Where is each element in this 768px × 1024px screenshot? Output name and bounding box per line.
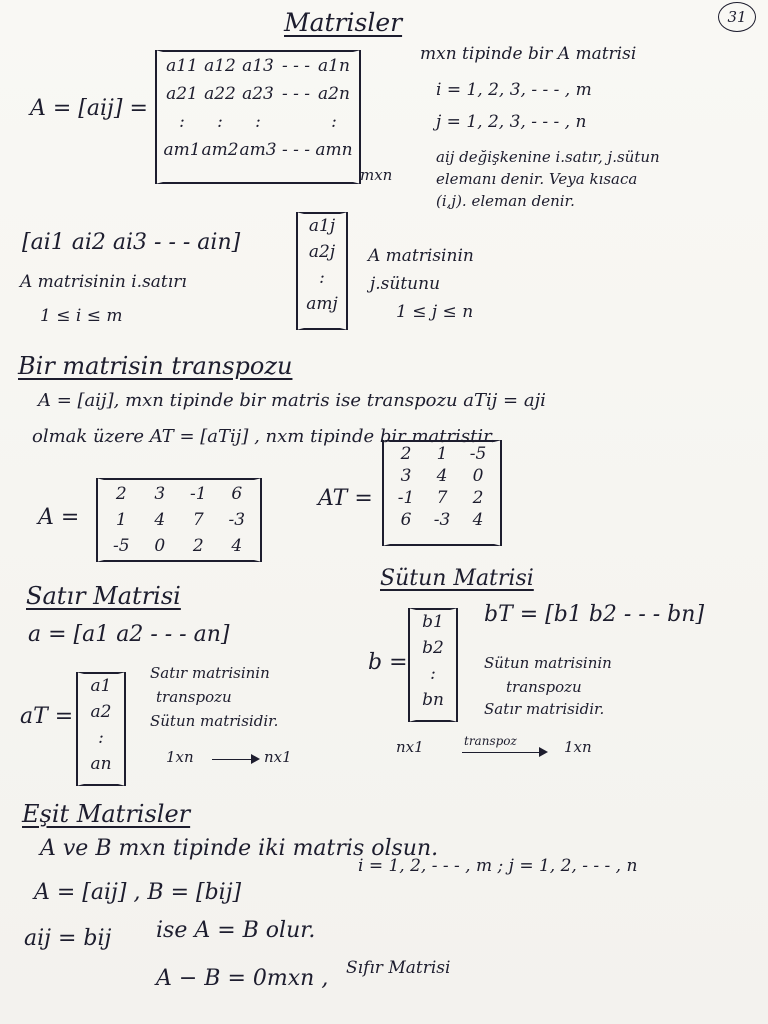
matrix-a-entry: 1 xyxy=(115,510,127,530)
esit-heading: Eşit Matrisler xyxy=(22,800,191,828)
matrix-a-entry: -5 xyxy=(112,536,130,556)
satir-arrow xyxy=(212,759,258,760)
matrix-at-label: AT = xyxy=(318,486,373,511)
definition-note-3: j = 1, 2, 3, - - - , n xyxy=(436,112,587,132)
matrix-a-entry: 7 xyxy=(192,510,204,530)
matrix-at-entry: -3 xyxy=(433,510,451,530)
transpose-heading: Bir matrisin transpozu xyxy=(18,352,293,380)
column-entry: a2j xyxy=(308,242,336,262)
matrix-a-label: A = xyxy=(38,505,80,530)
definition-note-4: aij değişkenine i.satır, j.sütun xyxy=(436,148,660,166)
esit-line-4-note: Sıfır Matrisi xyxy=(346,958,451,978)
row-transpose-entry: : xyxy=(98,728,104,748)
matrix-entry: : xyxy=(217,112,223,132)
matrix-a-entry: 2 xyxy=(115,484,127,504)
sutun-dims-right: 1xn xyxy=(564,738,592,756)
matrix-entry: : xyxy=(179,112,185,132)
satir-note-2: transpozu xyxy=(156,688,232,706)
satir-note-3: Sütun matrisidir. xyxy=(150,712,279,730)
satir-heading: Satır Matrisi xyxy=(26,582,181,610)
esit-line-3b: ise A = B olur. xyxy=(156,918,316,943)
matrix-at-entry: 2 xyxy=(400,444,412,464)
satir-dims-left: 1xn xyxy=(166,748,194,766)
matrix-a-entry: 4 xyxy=(231,536,243,556)
matrix-entry xyxy=(277,112,315,132)
matrix-entry: a11 xyxy=(166,56,198,76)
row-caption: A matrisinin i.satırı xyxy=(20,272,187,292)
esit-line-2: A = [aij] , B = [bij] xyxy=(34,880,242,905)
transpose-line-2: olmak üzere AT = [aTij] , nxm tipinde bir matristir. xyxy=(32,426,496,447)
esit-line-3a: aij = bij xyxy=(24,926,112,951)
column-matrix-entry: b1 xyxy=(422,612,444,632)
matrix-a-entry: -1 xyxy=(189,484,207,504)
matrix-entry: - - - xyxy=(281,56,311,76)
sutun-heading: Sütun Matrisi xyxy=(380,566,534,591)
sutun-note-1: Sütun matrisinin xyxy=(484,654,612,672)
definition-note-6: (i,j). eleman denir. xyxy=(436,192,575,210)
matrix-entry: - - - xyxy=(281,140,311,160)
definition-note-1: mxn tipinde bir A matrisi xyxy=(420,44,637,64)
matrix-at-entry: 6 xyxy=(400,510,412,530)
matrix-at-entry: 1 xyxy=(436,444,448,464)
matrix-entry: am3 xyxy=(239,140,277,160)
matrix-a xyxy=(96,478,262,562)
row-transpose-entry: an xyxy=(90,754,112,774)
row-transpose-entry: a2 xyxy=(90,702,112,722)
matrix-at-entry: 2 xyxy=(472,488,484,508)
satir-note-1: Satır matrisinin xyxy=(150,664,270,682)
column-matrix-entry: bn xyxy=(422,690,444,710)
matrix-at-entry: -5 xyxy=(469,444,487,464)
matrix-at xyxy=(382,440,502,546)
esit-line-4: A − B = 0mxn , xyxy=(156,966,329,991)
sutun-dims-left: nx1 xyxy=(396,738,424,756)
matrix-a-entry: -3 xyxy=(228,510,246,530)
matrix-entry: a22 xyxy=(204,84,236,104)
transpose-line-1: A = [aij], mxn tipinde bir matris ise transpozu aTij = aji xyxy=(38,390,546,411)
matrix-entry: a13 xyxy=(242,56,274,76)
matrix-at-entry: 7 xyxy=(436,488,448,508)
column-entry: amj xyxy=(306,294,338,314)
row-matrix-definition: a = [a1 a2 - - - an] xyxy=(28,622,230,647)
matrix-entry: - - - xyxy=(281,84,311,104)
sutun-arrow xyxy=(462,752,546,753)
sutun-arrow-label: transpoz xyxy=(464,734,517,748)
esit-ranges: i = 1, 2, - - - , m ; j = 1, 2, - - - , n xyxy=(358,856,638,876)
esit-line-1: A ve B mxn tipinde iki matris olsun. xyxy=(40,836,439,861)
page-title: Matrisler xyxy=(284,8,403,37)
column-caption-1: A matrisinin xyxy=(368,246,474,266)
column-matrix xyxy=(408,608,458,722)
matrix-at-entry: 3 xyxy=(400,466,412,486)
column-matrix-entry: b2 xyxy=(422,638,444,658)
matrix-entry: amn xyxy=(315,140,353,160)
sutun-note-3: Satır matrisidir. xyxy=(484,700,605,718)
matrix-entry: a12 xyxy=(204,56,236,76)
matrix-definition-lhs: A = [aij] = xyxy=(30,96,148,121)
matrix-entry: a1n xyxy=(318,56,350,76)
row-range: 1 ≤ i ≤ m xyxy=(40,306,123,326)
matrix-size-label: mxn xyxy=(360,166,393,184)
matrix-at-entry: 0 xyxy=(472,466,484,486)
general-matrix xyxy=(155,50,361,184)
column-entry: : xyxy=(319,268,325,288)
page-number: 31 xyxy=(718,2,756,32)
definition-note-5: elemanı denir. Veya kısaca xyxy=(436,170,638,188)
matrix-entry: : xyxy=(255,112,261,132)
matrix-entry: : xyxy=(331,112,337,132)
matrix-a-entry: 2 xyxy=(192,536,204,556)
column-caption-2: j.sütunu xyxy=(370,274,441,294)
matrix-entry: am2 xyxy=(201,140,239,160)
matrix-at-entry: 4 xyxy=(472,510,484,530)
matrix-entry: a2n xyxy=(318,84,350,104)
column-matrix-entry: : xyxy=(430,664,436,684)
matrix-a-entry: 6 xyxy=(231,484,243,504)
matrix-entry: a21 xyxy=(166,84,198,104)
row-vector: [ai1 ai2 ai3 - - - ain] xyxy=(22,230,241,255)
column-range: 1 ≤ j ≤ n xyxy=(396,302,474,322)
sutun-note-2: transpozu xyxy=(506,678,582,696)
row-matrix-transpose xyxy=(76,672,126,786)
satir-dims-right: nx1 xyxy=(264,748,292,766)
column-matrix-label: b = xyxy=(368,650,408,675)
matrix-a-entry: 0 xyxy=(154,536,166,556)
matrix-a-entry: 4 xyxy=(154,510,166,530)
matrix-at-entry: -1 xyxy=(397,488,415,508)
definition-note-2: i = 1, 2, 3, - - - , m xyxy=(436,80,592,100)
row-matrix-transpose-label: aT = xyxy=(20,704,74,729)
matrix-entry: am1 xyxy=(163,140,201,160)
matrix-entry: a23 xyxy=(242,84,274,104)
column-entry: a1j xyxy=(308,216,336,236)
row-transpose-entry: a1 xyxy=(90,676,112,696)
column-matrix-transpose: bT = [b1 b2 - - - bn] xyxy=(484,602,705,627)
matrix-a-entry: 3 xyxy=(154,484,166,504)
column-vector xyxy=(296,212,348,330)
matrix-at-entry: 4 xyxy=(436,466,448,486)
